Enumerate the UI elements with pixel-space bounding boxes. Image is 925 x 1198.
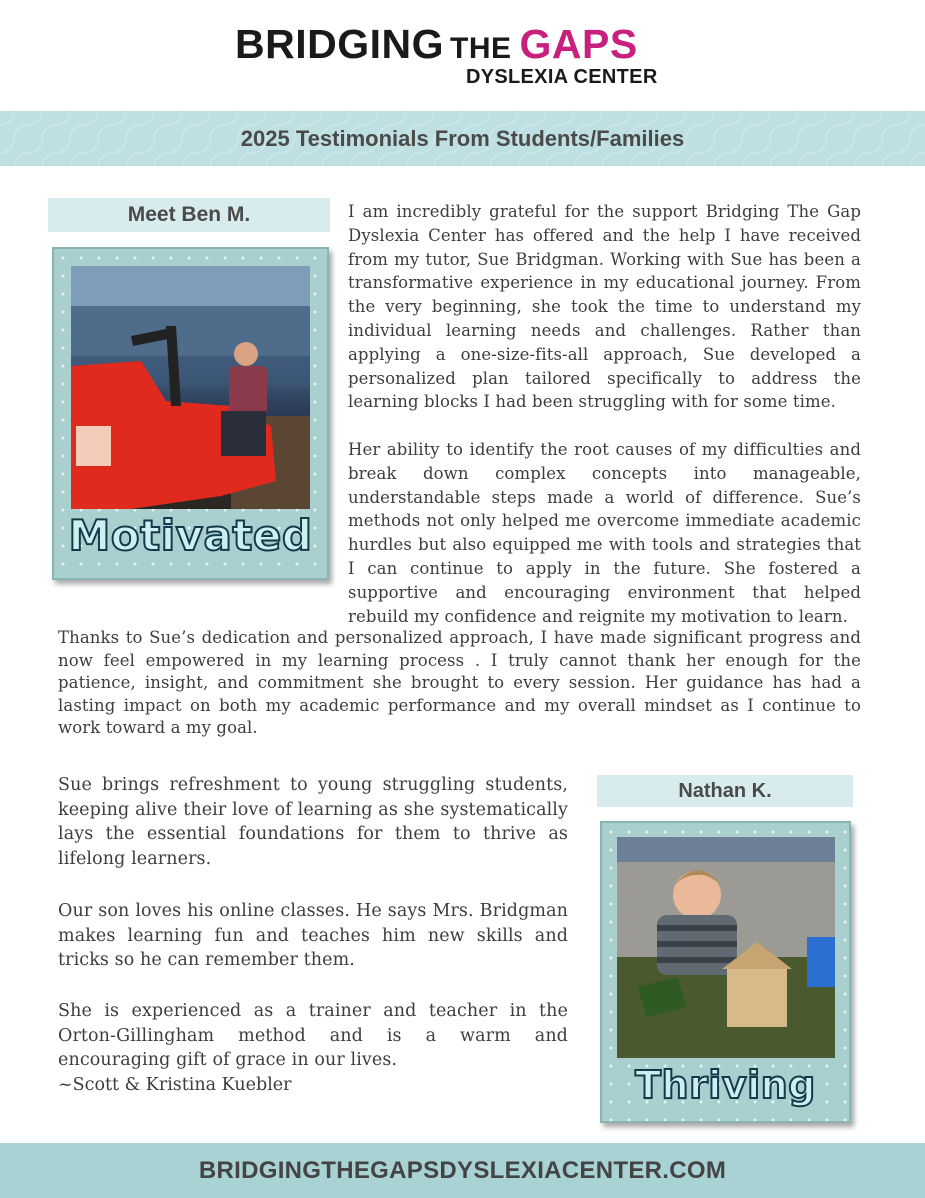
signature: ~Scott & Kristina Kuebler [58, 1075, 292, 1095]
nathan-photo-illustration [617, 837, 835, 1058]
page-title: 2025 Testimonials From Students/Families [240, 126, 685, 151]
logo [0, 18, 925, 98]
footer [0, 1143, 925, 1198]
logo-word-the: THE [450, 32, 512, 65]
nathan-photo-frame [600, 821, 851, 1123]
ben-photo-frame [52, 247, 329, 580]
ben-paragraph-2: Her ability to identify the root causes of my difficulties and break down complex concepts into manageable, understandable steps made a world of difference. Sue’s methods not only helped me overcome immediate academic hurdles but also equipped me with tools and strategies that I can continue to apply in the future. She fostered a supportive and encouraging environment that helped rebuild my confidence and reignite my motivation to learn. [348, 440, 861, 626]
nathan-paragraph-3: She is experienced as a trainer and teacher in the Orton-Gillingham method and is a warm and encouraging gift of grace in our lives. [58, 1001, 568, 1071]
nathan-photo [617, 837, 835, 1058]
nathan-paragraph-2: Our son loves his online classes. He says Mrs. Bridgman makes learning fun and teaches him new skills and tricks so he can remember them. [58, 901, 568, 971]
ben-photo [71, 266, 310, 509]
nathan-label: Nathan K. [597, 775, 853, 807]
logo-word-bridging: BRIDGING [235, 21, 444, 67]
logo-word-gaps: GAPS [519, 21, 638, 67]
footer-website-link[interactable]: BRIDGINGTHEGAPSDYSLEXIACENTER.COM [198, 1157, 727, 1184]
ben-photo-illustration [71, 266, 310, 509]
nathan-paragraph-1: Sue brings refreshment to young struggling students, keeping alive their love of learning as she systematically lays the essential foundations for them to thrive as lifelong learners. [58, 775, 568, 869]
ben-frame-word: Motivated [68, 511, 313, 560]
ben-label: Meet Ben M. [48, 198, 330, 232]
logo-subtitle: DYSLEXIA CENTER [466, 66, 658, 88]
ben-paragraph-3: Thanks to Sue’s dedication and personalized approach, I have made significant progress and now feel empowered in my learning process . I truly cannot thank her enough for the patience, insight, and commitment she brought to every session. Her guidance has had a lasting impact on both my academic performance and my overall mindset as I continue to work toward a my goal. [58, 628, 861, 738]
logo-title [235, 22, 638, 71]
title-banner [0, 111, 925, 166]
nathan-frame-word: Thriving [635, 1063, 816, 1107]
ben-paragraph-1: I am incredibly grateful for the support Bridging The Gap Dyslexia Center has offered and the help I have received from my tutor, Sue Bridgman. Working with Sue has been a transformative experience in my educational journey. From the very beginning, she took the time to understand my individual learning needs and challenges. Rather than applying a one-size-fits-all approach, Sue developed a personalized plan tailored specifically to address the learning blocks I had been struggling with for some time. [348, 202, 861, 412]
